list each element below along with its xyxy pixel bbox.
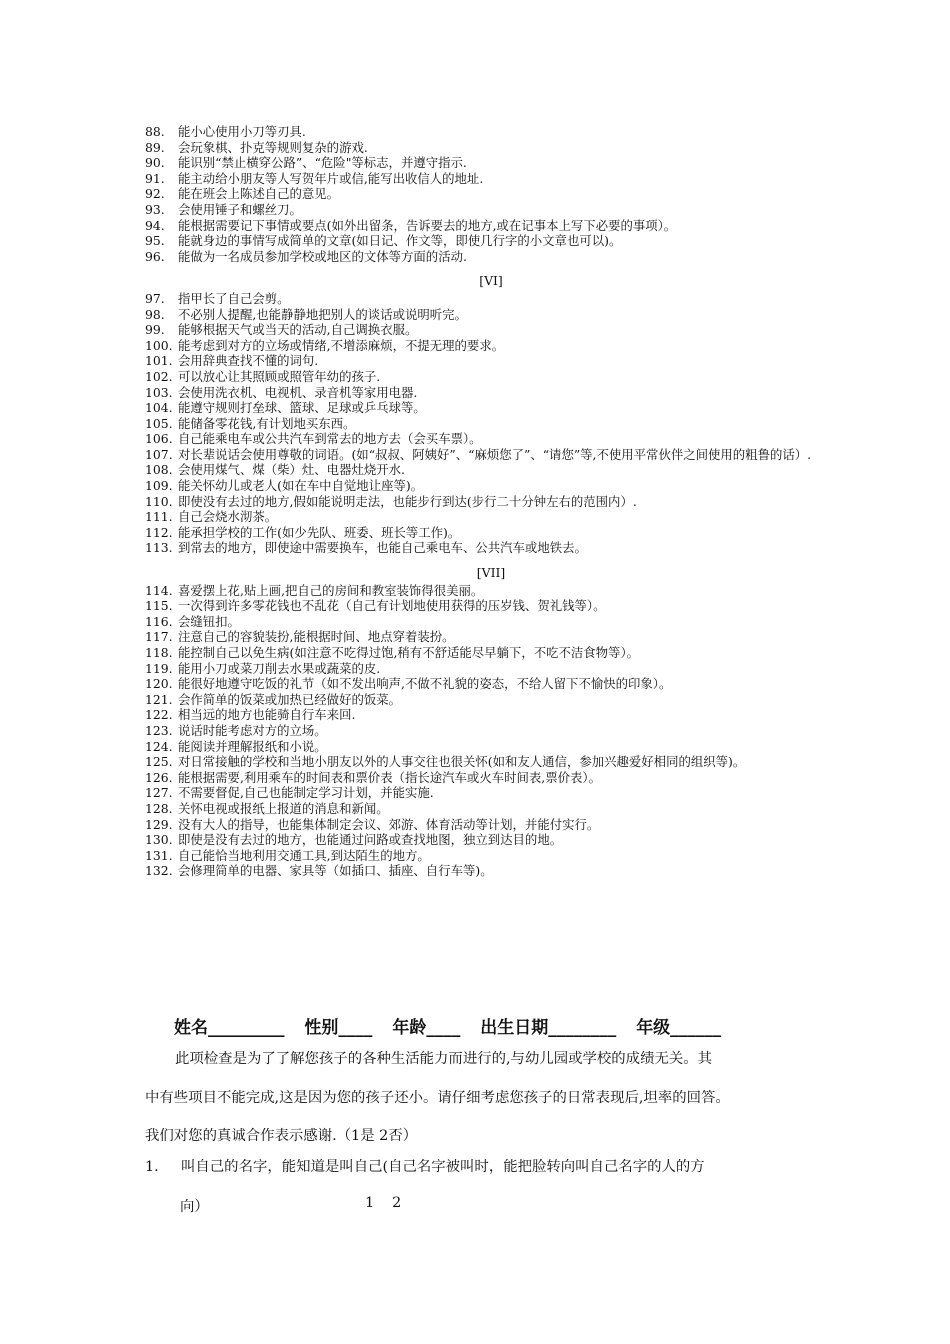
- item-number: 119.: [145, 660, 173, 676]
- age-field[interactable]: 年龄____: [392, 1018, 461, 1038]
- item-text: 会玩象棋、扑克等规则复杂的游戏.: [178, 139, 368, 155]
- item-text: 对日常接触的学校和当地小朋友以外的人事交往也很关怀(如和友人通信，参加兴趣爱好相同的组织等)。: [178, 754, 746, 770]
- item-group-vi: [145, 291, 825, 556]
- item-number: 107.: [145, 446, 173, 462]
- item-number: 108.: [145, 462, 173, 478]
- item-text: 能根据需要,利用乘车的时间表和票价表（指长途汽车或火车时间表,票价表）。: [178, 769, 601, 785]
- list-item: [145, 385, 825, 401]
- item-text: 能够根据天气或当天的活动,自己调换衣服。: [178, 322, 418, 338]
- question-1: [145, 1155, 705, 1176]
- list-item: [145, 462, 825, 478]
- item-text: 能关怀幼儿或老人(如在车中自觉地让座等)。: [178, 478, 424, 494]
- list-item: [145, 249, 825, 265]
- list-item: [145, 338, 825, 354]
- item-number: 118.: [145, 645, 173, 660]
- list-item: [145, 494, 825, 510]
- item-text: 对长辈说话会使用尊敬的词语。(如“叔叔、阿姨好”、“麻烦您了”、“请您”等,不使用平常伙伴之间使用的粗鲁的话）.: [178, 446, 812, 462]
- item-number: 111.: [145, 509, 173, 525]
- item-number: 126.: [145, 769, 173, 785]
- question-number: 1.: [145, 1159, 159, 1175]
- list-item: [145, 832, 825, 848]
- item-text: 能控制自己以免生病(如注意不吃得过饱,稍有不舒适能尽早躺下，不吃不洁食物等）。: [178, 645, 640, 660]
- item-number: 99.: [145, 322, 165, 338]
- item-text: 能遵守规则打垒球、篮球、足球或乒乓球等。: [178, 400, 426, 416]
- item-number: 128.: [145, 800, 173, 816]
- item-text: 相当远的地方也能骑自行车来回.: [178, 707, 356, 723]
- list-item: [145, 785, 825, 801]
- list-item: [145, 583, 825, 599]
- item-text: 到常去的地方，即使途中需要换车，也能自己乘电车、公共汽车或地铁去。: [178, 540, 587, 556]
- item-number: 88.: [145, 124, 165, 139]
- question-1-options: [365, 1195, 419, 1211]
- list-item: [145, 416, 825, 432]
- item-number: 120.: [145, 676, 173, 692]
- list-item: [145, 692, 825, 708]
- item-text: 喜爱摆上花,贴上画,把自己的房间和教室装饰得很美丽。: [178, 582, 484, 598]
- item-text: 自己会烧水沏茶。: [178, 509, 278, 525]
- list-item: [145, 322, 825, 338]
- list-item: [145, 723, 825, 739]
- list-item: [145, 140, 825, 156]
- item-text: 可以放心让其照顾或照管年幼的孩子.: [178, 368, 381, 384]
- item-number: 104.: [145, 400, 173, 416]
- item-number: 89.: [145, 139, 165, 155]
- list-item: [145, 739, 825, 755]
- item-number: 112.: [145, 524, 173, 540]
- item-number: 94.: [145, 217, 165, 233]
- list-item: [145, 629, 825, 645]
- item-text: 即使没有去过的地方,假如能说明走法，也能步行到达(步行二十分钟左右的范围内）.: [178, 493, 637, 509]
- list-item: [145, 848, 825, 864]
- item-text: 没有大人的指导，也能集体制定会议、郊游、体育活动等计划，并能付实行。: [178, 816, 600, 832]
- item-number: 130.: [145, 832, 173, 848]
- list-item: [145, 291, 825, 307]
- item-text: 能考虑到对方的立场或情绪,不增添麻烦，不提无理的要求。: [178, 337, 505, 353]
- item-text: 关怀电视或报纸上报道的消息和新闻。: [178, 800, 389, 816]
- item-number: 101.: [145, 353, 173, 369]
- intro-line-3: 我们对您的真诚合作表示感谢.（1是 2否）: [145, 1128, 418, 1144]
- item-number: 91.: [145, 170, 165, 186]
- list-item: [145, 307, 825, 323]
- item-text: 能承担学校的工作(如少先队、班委、班长等工作)。: [178, 524, 461, 540]
- gender-field[interactable]: 性别____: [304, 1018, 373, 1038]
- list-item: [145, 676, 825, 692]
- item-text: 会使用煤气、煤（柴）灶、电器灶烧开水.: [178, 462, 405, 478]
- list-item: [145, 400, 825, 416]
- item-number: 106.: [145, 431, 173, 447]
- intro-line-1: 此项检查是为了了解您孩子的各种生活能力而进行的,与幼儿园或学校的成绩无关。其: [175, 1051, 713, 1067]
- item-text: 能做为一名成员参加学校或地区的文体等方面的活动.: [178, 248, 467, 264]
- item-number: 127.: [145, 785, 173, 801]
- item-text: 注意自己的容貌装扮,能根据时间、地点穿着装扮。: [178, 629, 455, 645]
- item-text: 能在班会上陈述自己的意见。: [178, 186, 340, 202]
- item-text: 指甲长了自己会剪。: [178, 290, 290, 306]
- item-number: 102.: [145, 368, 173, 384]
- list-item: [145, 525, 825, 541]
- item-text: 能小心使用小刀等刃具.: [178, 124, 306, 139]
- item-number: 97.: [145, 290, 165, 306]
- respondent-info-line: [174, 1013, 735, 1038]
- item-number: 122.: [145, 707, 173, 723]
- item-number: 117.: [145, 629, 173, 645]
- item-text: 会缝钮扣。: [178, 613, 240, 629]
- list-item: [145, 598, 825, 614]
- list-item: [145, 817, 825, 833]
- item-number: 114.: [145, 582, 173, 598]
- list-item: [145, 614, 825, 630]
- item-number: 96.: [145, 248, 165, 264]
- section-heading-vii: [VII]: [476, 565, 506, 581]
- name-field[interactable]: 姓名_________: [174, 1018, 285, 1038]
- list-item: [145, 509, 825, 525]
- item-text: 能识别“禁止横穿公路”、“危险"等标志，并遵守指示.: [178, 155, 467, 171]
- item-number: 123.: [145, 722, 173, 738]
- list-item: [145, 707, 825, 723]
- item-text: 能根据需要记下事情或要点(如外出留条，告诉要去的地方,或在记事本上写下必要的事项）。: [178, 217, 677, 233]
- list-item: [145, 233, 825, 249]
- item-number: 95.: [145, 233, 165, 249]
- item-text: 不需要督促,自己也能制定学习计划，并能实施.: [178, 785, 434, 801]
- item-text: 会用辞典查找不懂的词句.: [178, 353, 319, 369]
- list-item: [145, 218, 825, 234]
- question-text: 叫自己的名字，能知道是叫自己(自己名字被叫时，能把脸转向叫自己名字的人的方: [181, 1159, 705, 1175]
- item-number: 103.: [145, 384, 173, 400]
- item-number: 132.: [145, 863, 173, 879]
- list-item: [145, 186, 825, 202]
- birthdate-field[interactable]: 出生日期________: [480, 1018, 617, 1038]
- list-item: [145, 801, 825, 817]
- option-yes[interactable]: 1: [365, 1195, 375, 1211]
- item-number: 105.: [145, 415, 173, 431]
- item-number: 131.: [145, 847, 173, 863]
- item-text: 能就身边的事情写成简单的文章(如日记、作文等，即使几行字的小文章也可以)。: [178, 233, 622, 249]
- item-text: 说话时能考虑对方的立场。: [178, 722, 327, 738]
- list-item: [145, 171, 825, 187]
- list-item: [145, 770, 825, 786]
- item-number: 110.: [145, 493, 173, 509]
- list-item: [145, 369, 825, 385]
- list-item: [145, 754, 825, 770]
- item-number: 121.: [145, 691, 173, 707]
- list-item: [145, 478, 825, 494]
- section-heading-vi: [VI]: [479, 273, 503, 289]
- list-item: [145, 155, 825, 171]
- item-number: 116.: [145, 613, 173, 629]
- intro-line-2: 中有些项目不能完成,这是因为您的孩子还小。请仔细考虑您孩子的日常表现后,坦率的回答。: [145, 1090, 730, 1106]
- item-text: 能主动给小朋友等人写贺年片或信,能写出收信人的地址.: [178, 170, 484, 186]
- item-number: 100.: [145, 337, 173, 353]
- item-number: 90.: [145, 155, 165, 171]
- item-text: 一次得到许多零花钱也不乱花（自己有计划地使用获得的压岁钱、贺礼钱等）。: [178, 598, 606, 614]
- list-item: [145, 431, 825, 447]
- item-number: 92.: [145, 186, 165, 202]
- item-text: 即使是没有去过的地方，也能通过问路或查找地图，独立到达目的地。: [178, 832, 563, 848]
- list-item: [145, 202, 825, 218]
- item-text: 能很好地遵守吃饭的礼节（如不发出响声,不做不礼貌的姿态，不给人留下不愉快的印象）。: [178, 676, 672, 692]
- question-1-continued: 向）: [180, 1199, 209, 1215]
- item-number: 98.: [145, 306, 165, 322]
- item-number: 113.: [145, 540, 173, 556]
- list-item: [145, 863, 825, 879]
- item-text: 自己能乘电车或公共汽车到常去的地方去（会买车票）。: [178, 431, 482, 447]
- item-text: 会作简单的饭菜或加热已经做好的饭菜。: [178, 691, 402, 707]
- item-text: 会使用洗衣机、电视机、录音机等家用电器.: [178, 384, 418, 400]
- list-item: [145, 124, 825, 140]
- list-item: [145, 661, 825, 677]
- item-number: 93.: [145, 201, 165, 217]
- checklist: [145, 124, 825, 879]
- item-text: 能用小刀或菜刀削去水果或蔬菜的皮.: [178, 660, 381, 676]
- option-no[interactable]: 2: [392, 1195, 402, 1211]
- list-item: [145, 447, 825, 463]
- list-item: [145, 645, 825, 661]
- item-text: 能储备零花钱,有计划地买东西。: [178, 415, 356, 431]
- item-number: 109.: [145, 478, 173, 494]
- item-text: 会修理简单的电器、家具等（如插口、插座、自行车等)。: [178, 863, 493, 879]
- item-number: 129.: [145, 816, 173, 832]
- item-text: 不必别人提醒,也能静静地把别人的谈话或说明听完。: [178, 306, 467, 322]
- item-text: 会使用锤子和螺丝刀。: [178, 201, 302, 217]
- item-number: 115.: [145, 598, 173, 614]
- item-group-v: [145, 124, 825, 264]
- item-group-vii: [145, 583, 825, 879]
- item-text: 能阅读并理解报纸和小说。: [178, 738, 327, 754]
- list-item: [145, 353, 825, 369]
- item-number: 125.: [145, 754, 173, 770]
- list-item: [145, 540, 825, 556]
- grade-field[interactable]: 年级______: [636, 1018, 722, 1038]
- item-text: 自己能恰当地利用交通工具,到达陌生的地方。: [178, 847, 430, 863]
- item-number: 124.: [145, 738, 173, 754]
